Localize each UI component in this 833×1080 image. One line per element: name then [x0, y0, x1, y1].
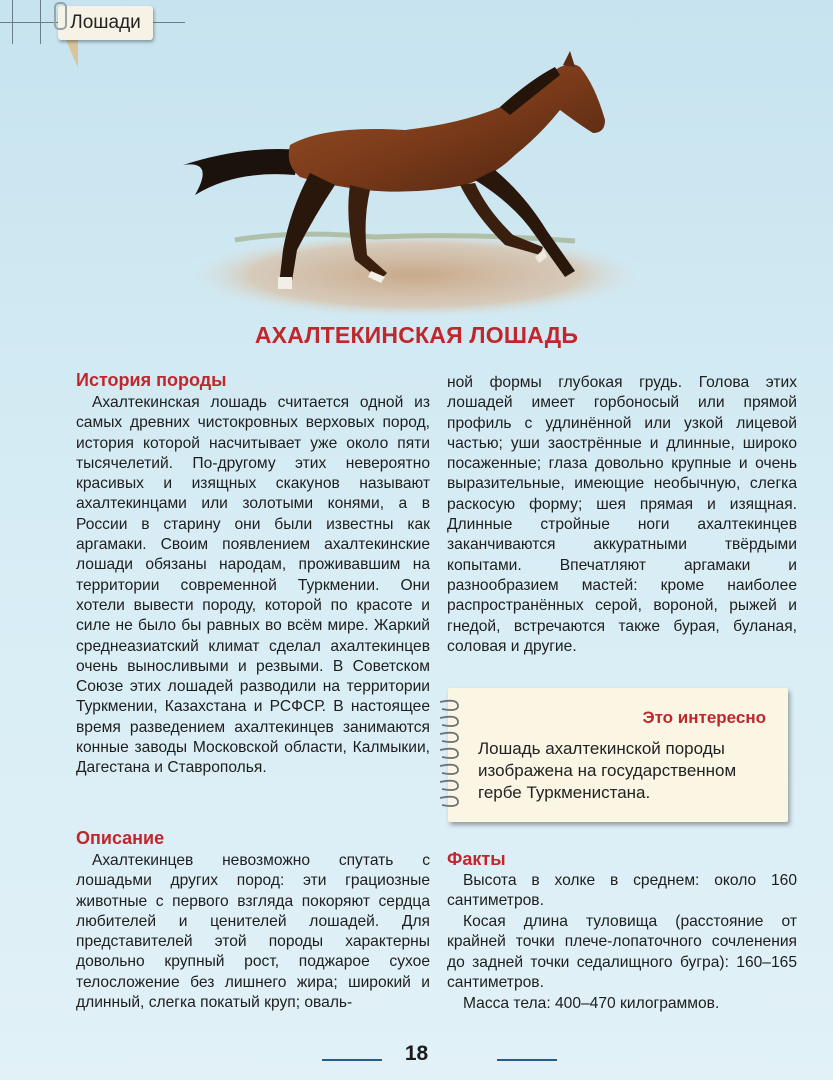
description-text-col2: ной формы глубокая грудь. Голова этих лошадей имеет горбоносый или прямой профиль с удлинённой или узкой лицевой частью; уши заострённые и длинные, широко посаженные; глаза довольно крупные и очень выразительные, имеющие необычную, слегка раскосую форму; шея прямая и изящная. Длинные стройные ноги ахалтекинцев заканчиваются аккуратными твёрдыми копытами. Впечатляют аргамаки и разнообразием мастей: кроме наиболее распространённых серой, вороной, рыжей и гнедой, встречаются также бурая, буланая, соловая и другие. [447, 374, 797, 655]
paperclip-icon [54, 2, 67, 30]
history-heading: История породы [76, 370, 227, 390]
interesting-fact-note [448, 688, 788, 822]
tab-fold [66, 40, 78, 68]
header-rule-vertical-2 [40, 0, 41, 44]
fact-item: Масса тела: 400–470 килограммов. [463, 995, 720, 1012]
section-tab: Лошади [58, 6, 153, 40]
header-rule-vertical [12, 0, 13, 44]
fact-item: Высота в холке в среднем: около 160 сантиметров. [447, 872, 797, 910]
note-text: Лошадь ахалтекинской породы изображена на государственном гербе Туркменистана. [478, 739, 737, 802]
facts-heading: Факты [447, 849, 506, 869]
fact-item: Косая длина туловища (расстояние от крайней точки плече-лопаточного сочленения до задней точки седалищного бугра): 160–165 сантиметров. [447, 913, 797, 991]
history-text: Ахалтекинская лошадь считается одной из самых древних чистокровных верховых пород, история которой насчитывает уже около пяти тысячелетий. По-другому этих невероятно красивых и изящных скакунов называют ахалтекинцами или золотыми конями, а в России в старину они были известны как аргамаки. Своим появлением ахалтекинские лошади обязаны народам, проживавшим на территории современной Туркмении. Они хотели вывести породу, которой по красоте и силе не было бы равных во всём мире. Жаркий среднеазиатский климат сделал ахалтекинцев очень выносливыми и резвыми. В Советском Союзе этих лошадей разводили на территории Туркмении, Казахстана и РСФСР. В настоящее время разведением ахалтекинцев занимаются конные заводы Московской области, Калмыкии, Дагестана и Ставрополья. [76, 394, 430, 777]
description-text-col1: Ахалтекинцев невозможно спутать с лошадьми других пород: эти грациозные животные с первого взгляда покоряют сердца любителей и ценителей лошадей. Для представителей этой породы характерны довольно крупный рост, поджарое сухое телосложение без лишнего жира; широкий и длинный, слегка покатый круп; оваль- [76, 852, 430, 1012]
page-number: 18 [404, 1042, 429, 1065]
horse-photo [175, 45, 645, 315]
spiral-binding-icon [436, 696, 462, 814]
description-heading: Описание [76, 828, 165, 848]
note-title: Это интересно [642, 708, 766, 727]
page-title: АХАЛТЕКИНСКАЯ ЛОШАДЬ [254, 322, 579, 348]
